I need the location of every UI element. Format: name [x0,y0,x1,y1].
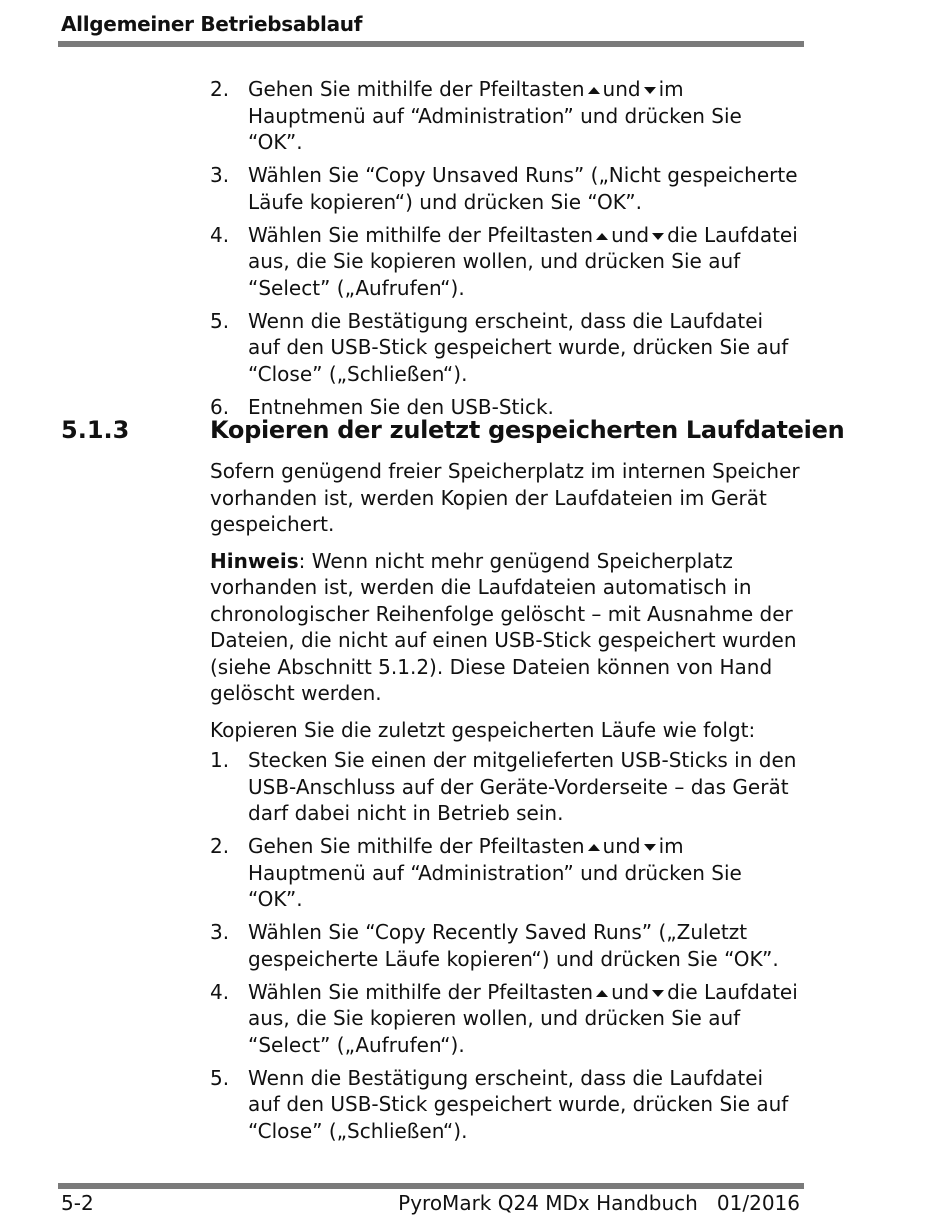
arrow-up-icon [596,990,608,997]
page-number: 5-2 [61,1191,94,1215]
note-paragraph [210,548,800,707]
step-number: 5. [210,308,230,333]
step-number: 4. [210,222,230,247]
list-item [210,833,800,913]
step-number: 5. [210,1065,230,1090]
list-item [210,76,800,156]
note-text: : Wenn nicht mehr genügend Speicherplatz vorhanden ist, werden die Laufdateien automatisch in chronologischer Reihenfolge gelöscht – mit Ausnahme der Dateien, die nicht auf einen USB-Stick gespeichert wurden (siehe Abschnitt 5.1.2). Diese Dateien können von Hand gelöscht werden. [210,548,797,705]
step-number: 3. [210,163,230,187]
step-number: 1. [210,748,230,772]
arrow-down-icon [652,990,664,997]
arrow-up-icon [596,233,608,240]
list-item [210,162,800,215]
arrow-up-icon [588,87,600,94]
step-text: Wenn die Bestätigung erscheint, dass die Laufdatei auf den USB-Stick gespeichert wurde, drücken Sie auf “Close” („Schließen“). [248,308,789,386]
step-text: Wählen Sie mithilfe der Pfeiltasten und die Laufdatei aus, die Sie kopieren wollen, und drücken Sie auf “Select” („Aufrufen“). [248,979,798,1057]
footer-rule [58,1183,804,1189]
step-text: Entnehmen Sie den USB-Stick. [248,394,554,419]
list-item [210,747,800,827]
list-item [210,979,800,1059]
list-item [210,308,800,388]
step-text: Wenn die Bestätigung erscheint, dass die Laufdatei auf den USB-Stick gespeichert wurde, drücken Sie auf “Close” („Schließen“). [248,1065,789,1143]
top-steps-list [210,76,800,420]
running-header: Allgemeiner Betriebsablauf [61,12,363,36]
intro-paragraph: Sofern genügend freier Speicherplatz im internen Speicher vorhanden ist, werden Kopien der Laufdateien im Gerät gespeichert. [210,459,800,536]
arrow-down-icon [644,87,656,94]
document-title: PyroMark Q24 MDx Handbuch 01/2016 [398,1191,800,1215]
step-number: 3. [210,920,230,944]
section-title: Kopieren der zuletzt gespeicherten Laufdateien [210,416,845,444]
arrow-down-icon [652,233,664,240]
arrow-up-icon [588,844,600,851]
step-number: 2. [210,77,230,101]
step-text: Gehen Sie mithilfe der Pfeiltasten und im Hauptmenü auf “Administration” und drücken Sie “OK”. [248,834,742,911]
note-label: Hinweis [210,548,299,573]
step-number: 4. [210,979,230,1004]
section-number: 5.1.3 [61,416,130,444]
arrow-down-icon [644,844,656,851]
header-rule [58,41,804,47]
list-item [210,222,800,302]
section-body [210,458,800,1151]
top-steps-block [210,76,800,427]
step-text: Wählen Sie mithilfe der Pfeiltasten und die Laufdatei aus, die Sie kopieren wollen, und drücken Sie auf “Select” („Aufrufen“). [248,222,798,300]
step-number: 6. [210,394,230,419]
step-text: Wählen Sie “Copy Recently Saved Runs” („Zuletzt gespeicherte Läufe kopieren“) und drücken Sie “OK”. [248,920,779,971]
list-item [210,1065,800,1145]
step-text: Gehen Sie mithilfe der Pfeiltasten und im Hauptmenü auf “Administration” und drücken Sie “OK”. [248,77,742,154]
list-item [210,919,800,972]
step-number: 2. [210,834,230,858]
bottom-steps-list [210,747,800,1144]
step-text: Wählen Sie “Copy Unsaved Runs” („Nicht gespeicherte Läufe kopieren“) und drücken Sie “OK”. [248,163,798,214]
step-text: Stecken Sie einen der mitgelieferten USB-Sticks in den USB-Anschluss auf der Geräte-Vorderseite – das Gerät darf dabei nicht in Betrieb sein. [248,748,797,825]
procedure-intro: Kopieren Sie die zuletzt gespeicherten Läufe wie folgt: [210,717,756,742]
